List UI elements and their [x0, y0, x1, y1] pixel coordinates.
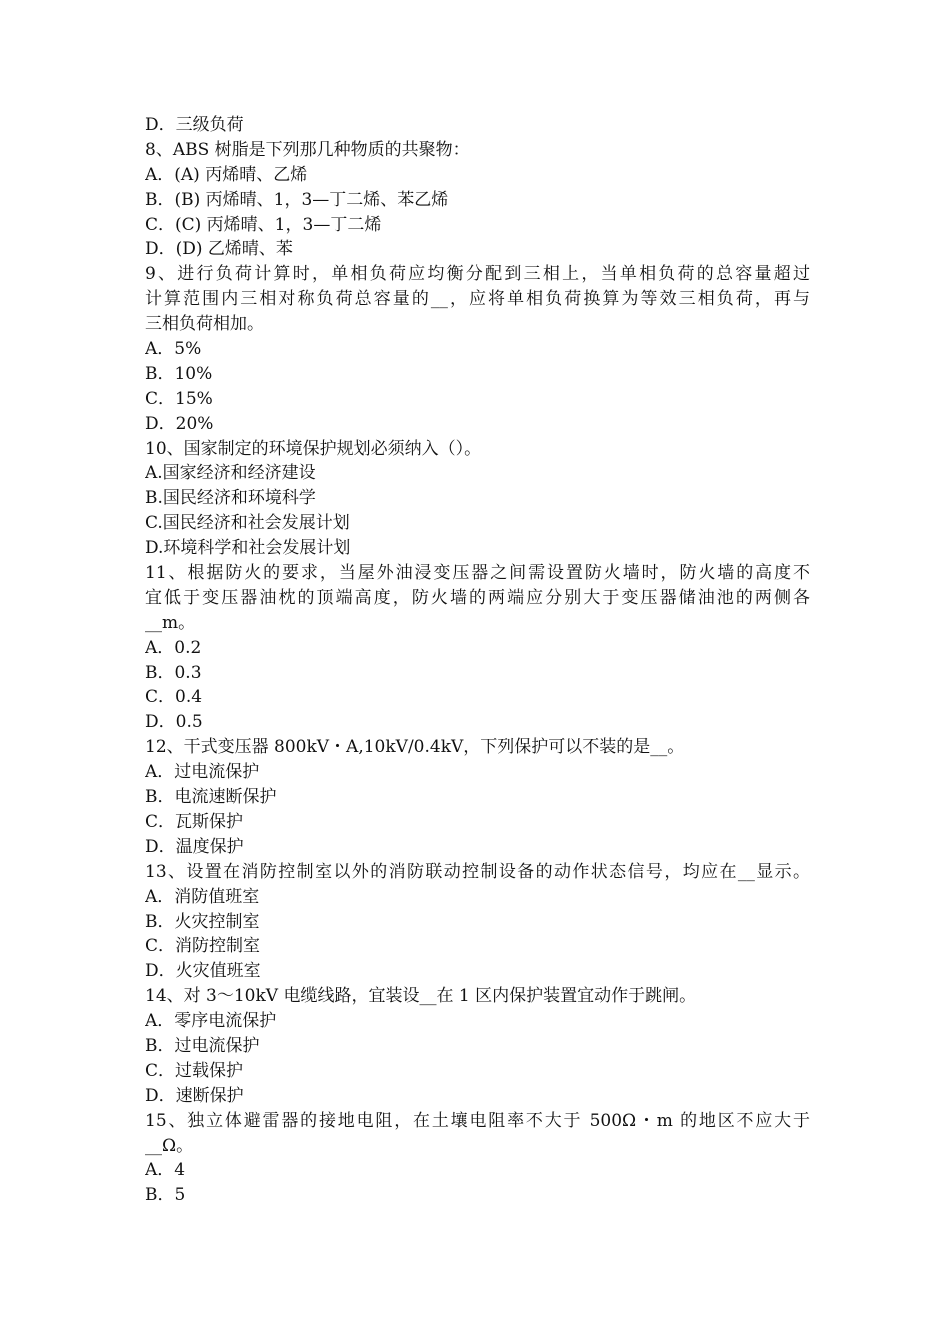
question-text: 计算范围内三相对称负荷总容量的__，应将单相负荷换算为等效三相负荷，再与 [145, 289, 810, 310]
answer-option: D．(D) 乙烯晴、苯 [145, 239, 293, 260]
question-text: __m。 [145, 612, 196, 633]
answer-option: C．(C) 丙烯晴、1，3—丁二烯 [145, 214, 382, 235]
answer-option: C．过载保护 [145, 1060, 244, 1081]
question-text: 12、干式变压器 800kV・A,10kV/0.4kV，下列保护可以不装的是__。 [145, 737, 685, 758]
answer-option: B．过电流保护 [145, 1035, 260, 1056]
answer-option: B．电流速断保护 [145, 787, 277, 808]
answer-option: A．零序电流保护 [145, 1011, 277, 1032]
answer-option: C．瓦斯保护 [145, 811, 244, 832]
answer-option: A．5% [145, 339, 202, 360]
question-text: 10、国家制定的环境保护规划必须纳入（）。 [145, 438, 482, 459]
question-text: 13、设置在消防控制室以外的消防联动控制设备的动作状态信号，均应在__显示。 [145, 861, 810, 882]
answer-option: C．15% [145, 388, 213, 409]
question-text: 9、进行负荷计算时，单相负荷应均衡分配到三相上，当单相负荷的总容量超过 [145, 264, 810, 285]
document-page [145, 113, 810, 1208]
answer-option: C．消防控制室 [145, 936, 261, 957]
answer-option: B.国民经济和环境科学 [145, 488, 316, 509]
answer-option: D．0.5 [145, 712, 203, 733]
answer-option: A．过电流保护 [145, 762, 260, 783]
question-text: 宜低于变压器油枕的顶端高度，防火墙的两端应分别大于变压器储油池的两侧各 [145, 587, 810, 608]
answer-option: B．0.3 [145, 662, 202, 683]
answer-option: B．火灾控制室 [145, 911, 260, 932]
answer-option: D．20% [145, 413, 214, 434]
question-text: 11、根据防火的要求，当屋外油浸变压器之间需设置防火墙时，防火墙的高度不 [145, 563, 810, 584]
answer-option: B．5 [145, 1185, 186, 1206]
answer-option: C．0.4 [145, 687, 203, 708]
answer-option: A．4 [145, 1160, 186, 1181]
question-text: 14、对 3～10kV 电缆线路，宜装设__在 1 区内保护装置宜动作于跳闸。 [145, 986, 697, 1007]
question-text: 8、ABS 树脂是下列那几种物质的共聚物： [145, 139, 470, 160]
answer-option: C.国民经济和社会发展计划 [145, 513, 350, 534]
question-text: 15、独立体避雷器的接地电阻，在土壤电阻率不大于 500Ω・m 的地区不应大于 [145, 1110, 810, 1131]
answer-option: B．(B) 丙烯晴、1，3—丁二烯、苯乙烯 [145, 189, 449, 210]
answer-option: A．0.2 [145, 637, 202, 658]
answer-option: D．温度保护 [145, 836, 244, 857]
question-text: 三相负荷相加。 [145, 314, 264, 335]
answer-option: A．消防值班室 [145, 886, 260, 907]
answer-option: D.环境科学和社会发展计划 [145, 538, 351, 559]
answer-option: D．速断保护 [145, 1085, 244, 1106]
answer-option: A.国家经济和经济建设 [145, 463, 316, 484]
answer-option: B．10% [145, 363, 213, 384]
answer-option: D．三级负荷 [145, 115, 244, 135]
answer-option: D．火灾值班室 [145, 961, 261, 982]
answer-option: A．(A) 丙烯晴、乙烯 [145, 164, 308, 185]
question-text: __Ω。 [145, 1135, 194, 1156]
